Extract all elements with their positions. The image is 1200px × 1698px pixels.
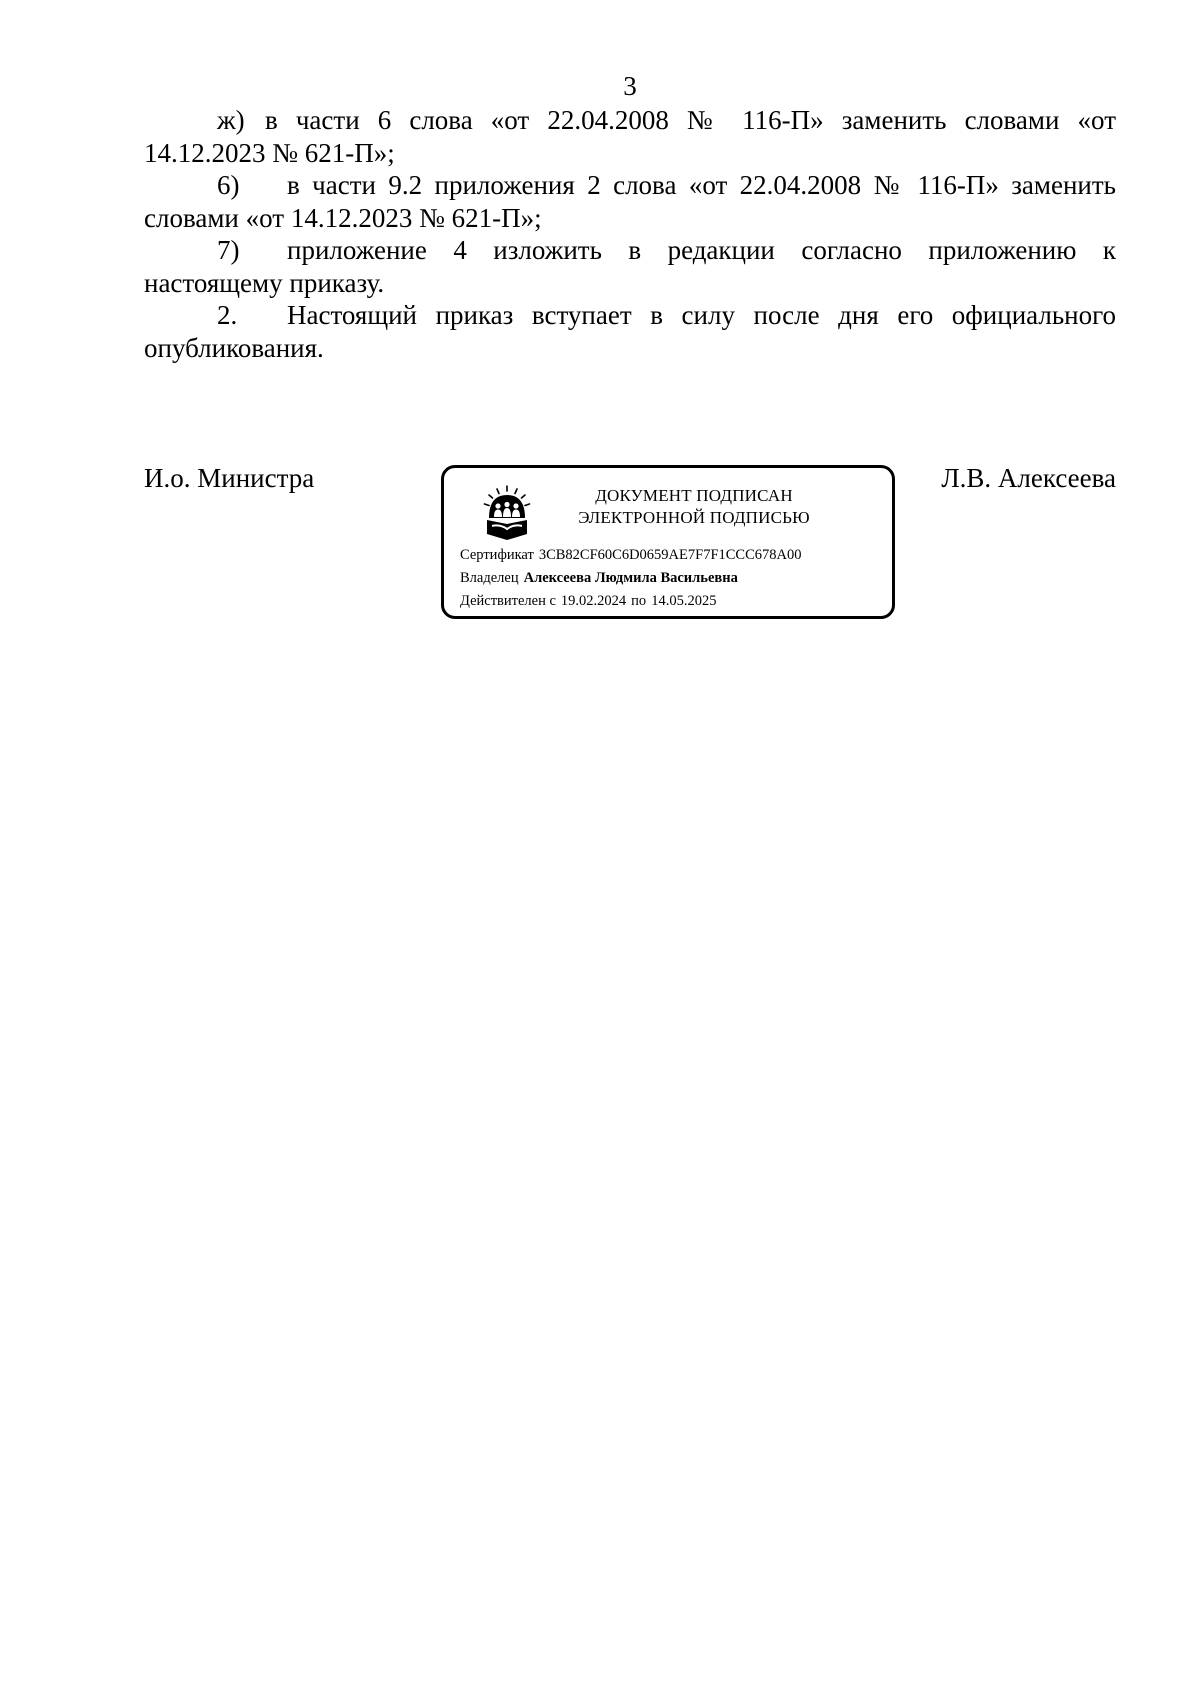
page-number: 3	[623, 71, 637, 101]
stamp-header	[544, 485, 844, 529]
signer-name: Л.В. Алексеева	[941, 463, 1116, 493]
valid-from: 19.02.2024	[560, 593, 627, 609]
certificate-value: 3CB82CF60C6D0659AE7F7F1CCC678A00	[538, 547, 802, 563]
stamp-header-line: ЭЛЕКТРОННОЙ ПОДПИСЬЮ	[578, 508, 810, 527]
item-marker: 2.	[217, 300, 238, 330]
item-marker: 6)	[217, 170, 240, 200]
document-body	[144, 104, 1116, 364]
certificate-row	[460, 545, 802, 565]
owner-value: Алексеева Людмила Васильевна	[523, 570, 738, 586]
item-text: в части 6 слова «от 22.04.2008 № 116-П» заменить словами «от	[265, 105, 1116, 135]
item-text: в части 9.2 приложения 2 слова «от 22.04.2008 № 116-П» заменить	[287, 170, 1116, 200]
item-text-continued: настоящему приказу.	[144, 267, 385, 298]
list-item	[144, 299, 1116, 364]
electronic-signature-stamp	[441, 465, 895, 619]
valid-to: 14.05.2025	[651, 593, 717, 609]
valid-label: Действителен с	[460, 593, 556, 609]
validity-row	[460, 591, 716, 611]
item-text-continued: словами «от 14.12.2023 № 621-П»;	[144, 202, 542, 233]
item-text-continued: опубликования.	[144, 332, 324, 363]
list-item	[144, 104, 1116, 169]
valid-to-label: по	[631, 593, 647, 609]
item-marker: ж)	[217, 105, 245, 135]
certificate-label: Сертификат	[460, 547, 534, 563]
regional-emblem-icon	[482, 484, 532, 544]
list-item	[144, 169, 1116, 234]
item-text-continued: 14.12.2023 № 621-П»;	[144, 137, 395, 168]
owner-label: Владелец	[460, 570, 519, 586]
signer-title: И.о. Министра	[144, 463, 315, 493]
list-item	[144, 234, 1116, 299]
stamp-header-line: ДОКУМЕНТ ПОДПИСАН	[595, 486, 793, 505]
item-text: Настоящий приказ вступает в силу после дня его официального	[287, 300, 1116, 330]
item-text: приложение 4 изложить в редакции согласно приложению к	[287, 235, 1116, 265]
owner-row	[460, 568, 738, 588]
item-marker: 7)	[217, 235, 240, 265]
